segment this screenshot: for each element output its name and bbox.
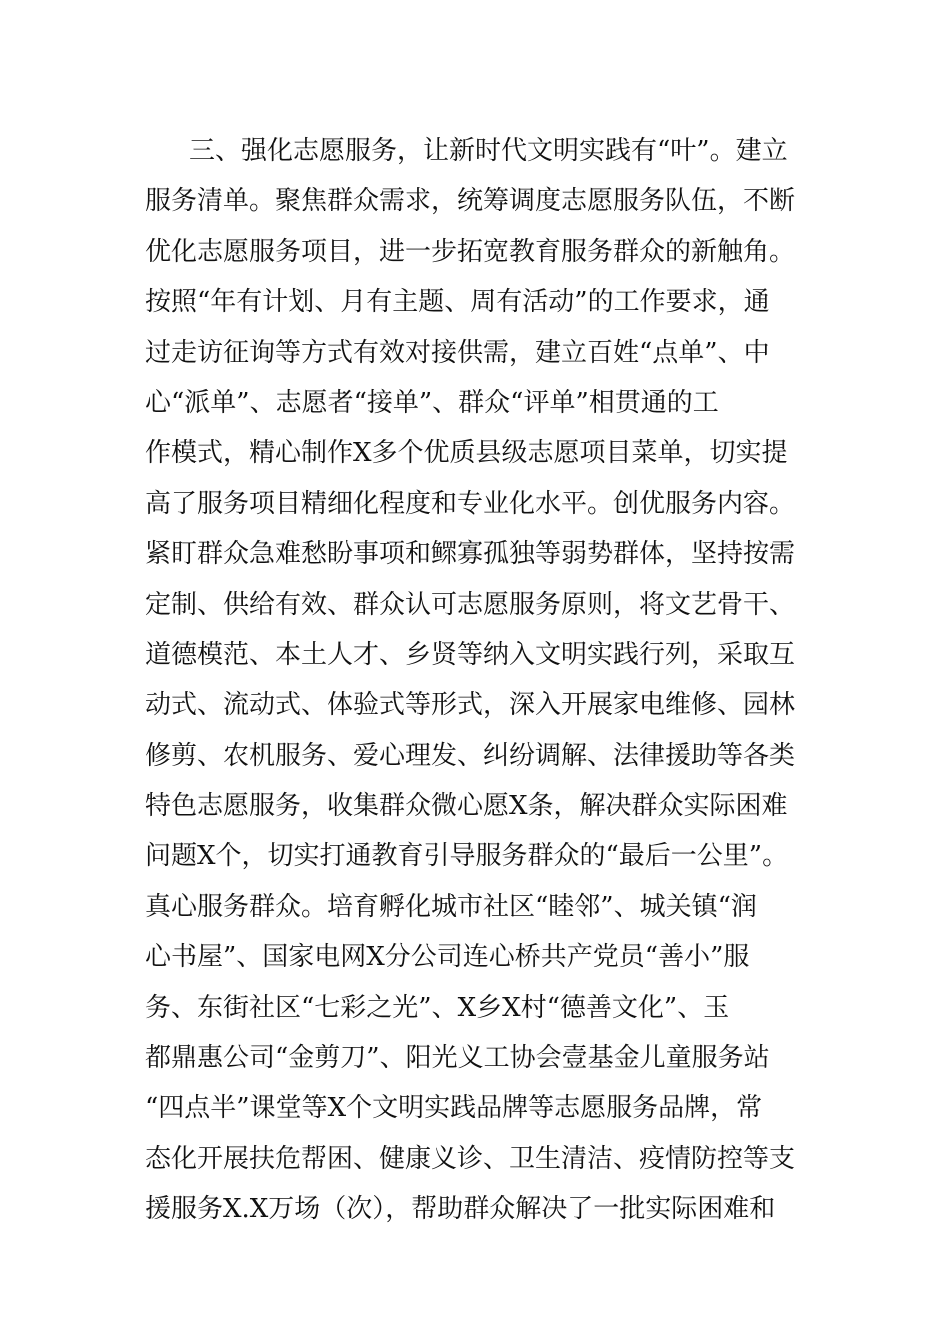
paragraph-line: 动式、流动式、体验式等形式，深入开展家电维修、园林 <box>145 690 796 721</box>
paragraph-line: 过走访征询等方式有效对接供需，建立百姓“点单”、中 <box>145 337 770 368</box>
paragraph-line: 三、强化志愿服务，让新时代文明实践有“叶”。建立 <box>189 136 788 166</box>
paragraph-line: 服务清单。聚焦群众需求，统筹调度志愿服务队伍，不断 <box>145 186 796 217</box>
paragraph-line: 修剪、农机服务、爱心理发、纠纷调解、法律援助等各类 <box>145 740 796 771</box>
paragraph-line: 心书屋”、国家电网X分公司连心桥共产党员“善小”服 <box>145 942 750 973</box>
paragraph-line: 定制、供给有效、群众认可志愿服务原则，将文艺骨干、 <box>145 589 796 620</box>
paragraph-line: 真心服务群众。培育孵化城市社区“睦邻”、城关镇“润 <box>145 891 757 922</box>
paragraph-line: 心“派单”、志愿者“接单”、群众“评单”相贯通的工 <box>145 387 719 418</box>
paragraph-line: 都鼎惠公司“金剪刀”、阳光义工协会壹基金儿童服务站 <box>145 1043 770 1074</box>
paragraph-line: 态化开展扶危帮困、健康义诊、卫生清洁、疫情防控等支 <box>145 1143 796 1174</box>
paragraph-line: “四点半”课堂等X个文明实践品牌等志愿服务品牌，常 <box>145 1093 763 1124</box>
paragraph-line: 道德模范、本土人才、乡贤等纳入文明实践行列，采取互 <box>145 639 796 670</box>
paragraph-line: 高了服务项目精细化程度和专业化水平。创优服务内容。 <box>145 488 796 519</box>
body-paragraph <box>145 126 825 1235</box>
paragraph-line: 紧盯群众急难愁盼事项和鳏寡孤独等弱势群体，坚持按需 <box>145 539 796 570</box>
paragraph-line: 问题X个，切实打通教育引导服务群众的“最后一公里”。 <box>145 841 789 872</box>
paragraph-line: 特色志愿服务，收集群众微心愿X条，解决群众实际困难 <box>145 791 788 822</box>
paragraph-line: 援服务X.X万场（次），帮助群众解决了一批实际困难和 <box>145 1194 776 1225</box>
paragraph-line: 务、东街社区“七彩之光”、X乡X村“德善文化”、玉 <box>145 992 730 1023</box>
paragraph-line: 按照“年有计划、月有主题、周有活动”的工作要求，通 <box>145 287 770 318</box>
paragraph-line: 作模式，精心制作X多个优质县级志愿项目菜单，切实提 <box>145 438 788 469</box>
paragraph-line: 优化志愿服务项目，进一步拓宽教育服务群众的新触角。 <box>145 236 796 267</box>
